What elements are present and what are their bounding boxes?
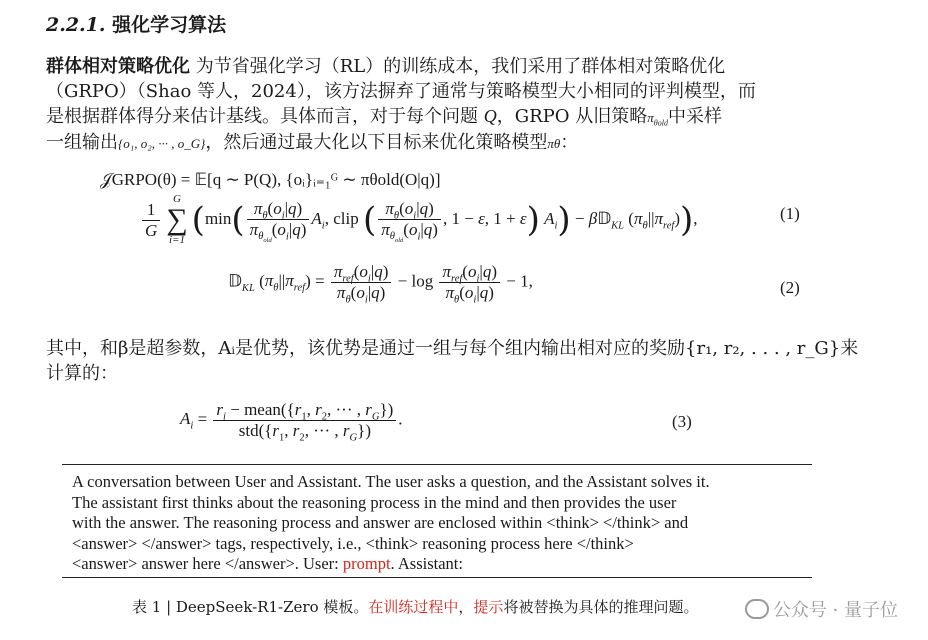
intro-line-4b: ，然后通过最大化以下目标来优化策略模型 xyxy=(205,132,548,153)
prompt-placeholder: prompt xyxy=(342,554,391,573)
grpo-term: 群体相对策略优化 xyxy=(46,56,190,77)
caption-rest: 将被替换为具体的推理问题。 xyxy=(503,598,699,616)
template-line-5a: <answer> answer here </answer>. User: xyxy=(72,554,343,573)
template-line-3: with the answer. The reasoning process and answer are enclosed within <think> </think> and xyxy=(72,513,689,532)
output-set: {o₁, o₂, ··· , o_G} xyxy=(118,136,206,151)
wechat-icon xyxy=(745,599,769,619)
old-policy-symbol: $\pi_{\theta old}$ xyxy=(647,110,669,128)
equation-1-line-2: $\frac{1}{G}$ G ∑ i=1 (min( $\frac{\pi_\theta(o_i|q)}{\pi_{\theta_{old}}(o_i|q)}$ $A_i$, clip ( $\frac{\pi_\theta(o_i|q)}{\pi_{\theta_{old}}(o_i|q)}$ , 1 − ε, 1 + ε) $A_i$) − β𝔻$_{KL}$ $(\pi_\theta||\pi_{ref})$), xyxy=(140,194,698,246)
policy-symbol: πθ xyxy=(547,136,561,151)
equation-1-number: (1) xyxy=(780,204,800,223)
question-symbol: Q xyxy=(483,106,497,126)
advantage-paragraph xyxy=(46,336,886,386)
table-top-rule xyxy=(62,464,812,465)
intro-line-4 xyxy=(46,130,846,156)
template-line-4: <answer> </answer> tags, respectively, i.e., <think> reasoning process here </think> xyxy=(72,533,634,553)
template-line-2: The assistant first thinks about the reasoning process in the mind and then provides the user xyxy=(72,492,677,512)
template-line-5b: . Assistant: xyxy=(390,554,463,573)
table-caption xyxy=(132,596,698,617)
advantage-line-2: 计算的： xyxy=(46,363,118,384)
section-number: 2.2.1. xyxy=(46,14,106,36)
intro-line-3b: ，GRPO 从旧策略 xyxy=(496,106,648,127)
watermark xyxy=(745,596,898,622)
equation-1-line-1: 𝒥GRPO(θ) = 𝔼[q ∼ P(Q), {oᵢ}ᵢ₌₁ᴳ ∼ πθold(O|q)] xyxy=(100,170,441,189)
intro-line-3a: 是根据群体得分来估计基线。具体而言，对于每个问题 xyxy=(46,106,484,127)
caption-red-2: 提示 xyxy=(473,598,504,616)
template-line-1: A conversation between User and Assistant. The user asks a question, and the Assistant solves it. xyxy=(72,472,710,491)
template-line-5 xyxy=(72,554,812,575)
table-bottom-rule xyxy=(62,577,812,578)
intro-line-1-text: 为节省强化学习（RL）的训练成本，我们采用了群体相对策略优化 xyxy=(190,56,726,77)
template-box xyxy=(72,472,812,575)
caption-comma: ， xyxy=(458,598,474,616)
intro-paragraph xyxy=(46,54,846,156)
intro-line-4c: ： xyxy=(560,132,579,153)
caption-red-1: 在训练过程中 xyxy=(368,598,459,616)
equation-2: 𝔻$_{KL}$ $(\pi_\theta||\pi_{ref})$ = $\frac{\pi_{ref}(o_i|q)}{\pi_\theta(o_i|q)}$ − log $\frac{\pi_{ref}(o_i|q)}{\pi_\theta(o_i|q)}$ − 1, xyxy=(228,262,533,306)
intro-line-3 xyxy=(46,104,846,130)
intro-line-3c: 中采样 xyxy=(668,106,723,127)
caption-label: 表 1 | DeepSeek-R1-Zero 模板。 xyxy=(132,598,369,616)
intro-line-2: （GRPO）（Shao 等人，2024），该方法摒弃了通常与策略模型大小相同的评判模型，而 xyxy=(46,81,756,102)
intro-line-4a: 一组输出 xyxy=(46,132,118,153)
equation-3: $A_i$ = $\frac{r_i - mean(\{r_1, r_2, \cdot\cdot\cdot , r_G\})}{std(\{r_1, r_2, \cdot\cdot\cdot , r_G\})}$ . xyxy=(180,400,403,444)
equation-2-number: (2) xyxy=(780,278,800,297)
section-heading xyxy=(46,10,226,37)
equation-3-number: (3) xyxy=(672,412,692,431)
advantage-line-1: 其中，和β是超参数，Aᵢ是优势，该优势是通过一组与每个组内输出相对应的奖励{r₁, r₂, . . . , r_G}来 xyxy=(46,338,859,359)
section-title: 强化学习算法 xyxy=(112,14,227,36)
watermark-text: 公众号 · 量子位 xyxy=(772,600,898,621)
intro-line-1 xyxy=(46,54,846,79)
